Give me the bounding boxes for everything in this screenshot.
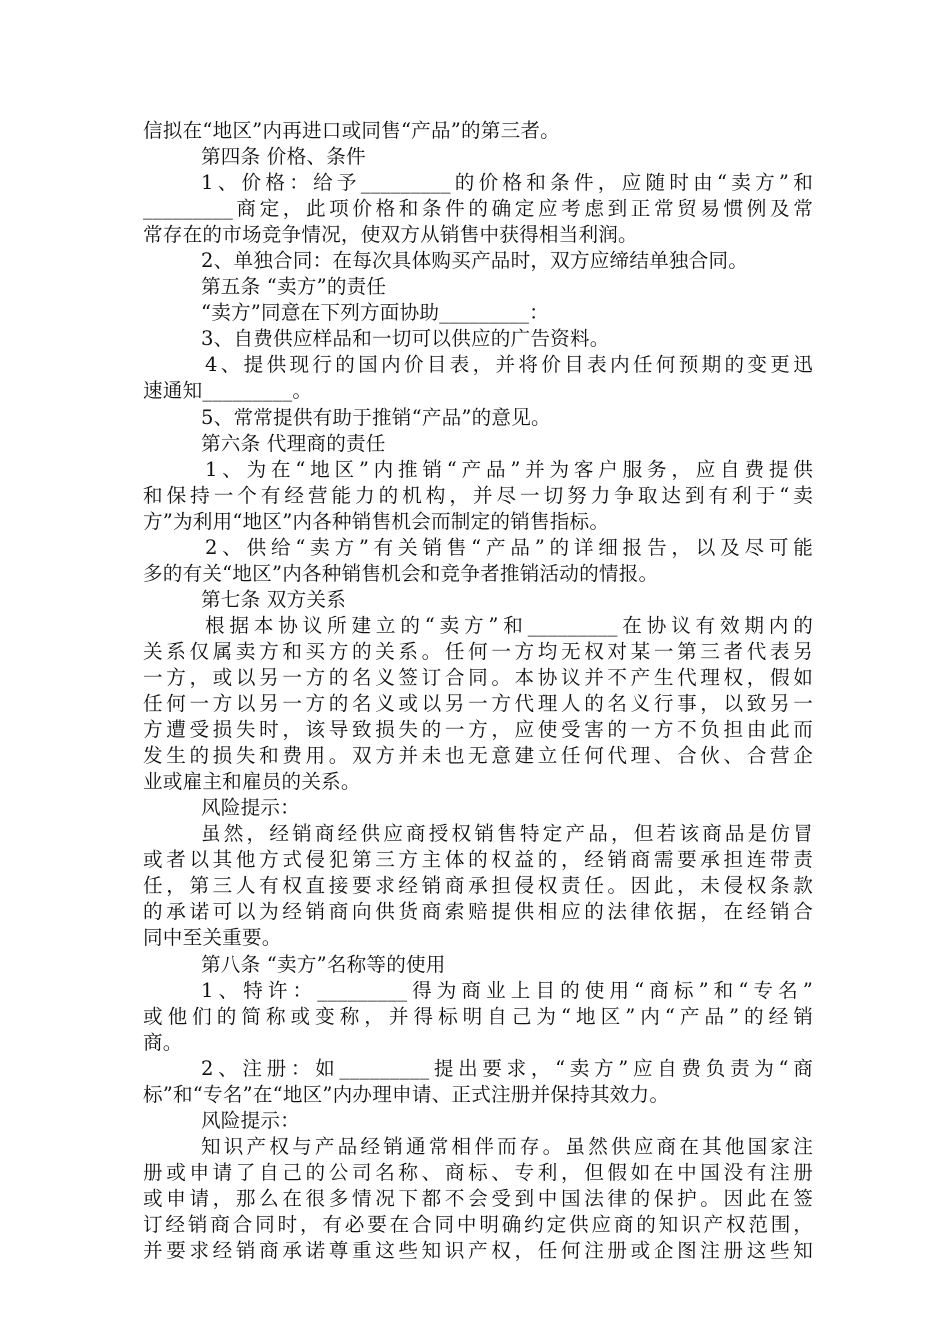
document-line: 1、特许：_________得为商业上目的使用“商标”和“专名” <box>201 978 813 1002</box>
document-line: 或申请，那么在很多情况下都不会受到中国法律的保护。因此在签 <box>143 1186 813 1210</box>
document-line: 信拟在“地区”内再进口或同售“产品”的第三者。 <box>143 119 560 142</box>
document-line: 任，第三人有权直接要求经销商承担侵权责任。因此，未侵权条款 <box>143 874 813 898</box>
document-line: 2、注册：如_________提出要求，“卖方”应自费负责为“商 <box>201 1056 813 1080</box>
document-line: 风险提示： <box>201 796 300 820</box>
document-line: _________商定，此项价格和条件的确定应考虑到正常贸易惯例及常 <box>143 197 813 221</box>
document-line: 常存在的市场竞争情况，使双方从销售中获得相当利润。 <box>143 223 638 247</box>
document-page <box>143 118 813 1264</box>
document-line: 一方，或以另一方的名义签订合同。本协议并不产生代理权，假如 <box>143 665 813 689</box>
document-line: 或他们的简称或变称，并得标明自己为“地区”内“产品”的经销 <box>143 1004 813 1028</box>
document-line: 多的有关“地区”内各种销售机会和竞争者推销活动的情报。 <box>143 561 659 585</box>
document-line: 1、价格：给予_________的价格和条件，应随时由“卖方”和 <box>201 171 813 195</box>
document-line: 根据本协议所建立的“卖方”和_________在协议有效期内的 <box>205 613 813 637</box>
document-line: 2、单独合同：在每次具体购买产品时，双方应缔结单独合同。 <box>201 249 749 273</box>
document-line: 和保持一个有经营能力的机构，并尽一切努力争取达到有利于“卖 <box>143 483 813 507</box>
document-line: 册或申请了自己的公司名称、商标、专利，但假如在中国没有注册 <box>143 1160 813 1184</box>
document-line: 第八条 “卖方”名称等的使用 <box>201 952 446 976</box>
document-line: 第五条 “卖方”的责任 <box>201 275 387 299</box>
document-line: 4、提供现行的国内价目表，并将价目表内任何预期的变更迅 <box>205 353 813 377</box>
document-line: 2、供给“卖方”有关销售“产品”的详细报告，以及尽可能 <box>205 535 813 559</box>
document-line: 商。 <box>143 1030 183 1054</box>
document-line: 任何一方以另一方的名义或以另一方代理人的名义行事，以致另一 <box>143 692 813 716</box>
document-line: 3、自费供应样品和一切可以供应的广告资料。 <box>201 327 610 351</box>
document-line: 1、为在“地区”内推销“产品”并为客户服务，应自费提供 <box>205 457 813 481</box>
document-line: 标”和“专名”在“地区”内办理申请、正式注册并保持其效力。 <box>143 1082 670 1106</box>
document-line: 5、常常提供有助于推销“产品”的意见。 <box>201 405 551 429</box>
document-line: 的承诺可以为经销商向供货商索赔提供相应的法律依据，在经销合 <box>143 900 813 924</box>
document-line: “卖方”同意在下列方面协助_________： <box>201 301 549 325</box>
document-line: 并要求经销商承诺尊重这些知识产权，任何注册或企图注册这些知 <box>143 1239 813 1263</box>
document-line: 速通知_________。 <box>143 379 313 403</box>
document-line: 第四条 价格、条件 <box>201 145 366 169</box>
document-line: 同中至关重要。 <box>143 926 282 950</box>
document-line: 订经销商合同时，有必要在合同中明确约定供应商的知识产权范围， <box>143 1212 813 1236</box>
document-line: 风险提示： <box>201 1108 300 1132</box>
document-line: 方遭受损失时，该导致损失的一方，应使受害的一方不负担由此而 <box>143 718 813 742</box>
document-line: 第六条 代理商的责任 <box>201 431 386 455</box>
document-line: 发生的损失和费用。双方并未也无意建立任何代理、合伙、合营企 <box>143 744 813 768</box>
document-line: 方”为利用“地区”内各种销售机会而制定的销售指标。 <box>143 509 610 533</box>
document-line: 虽然，经销商经供应商授权销售特定产品，但若该商品是仿冒 <box>201 822 813 846</box>
document-line: 第七条 双方关系 <box>201 587 346 611</box>
document-line: 关系仅属卖方和买方的关系。任何一方均无权对某一第三者代表另 <box>143 639 813 663</box>
document-line: 或者以其他方式侵犯第三方主体的权益的，经销商需要承担连带责 <box>143 848 813 872</box>
document-line: 业或雇主和雇员的关系。 <box>143 770 361 794</box>
document-line: 知识产权与产品经销通常相伴而存。虽然供应商在其他国家注 <box>201 1134 813 1158</box>
